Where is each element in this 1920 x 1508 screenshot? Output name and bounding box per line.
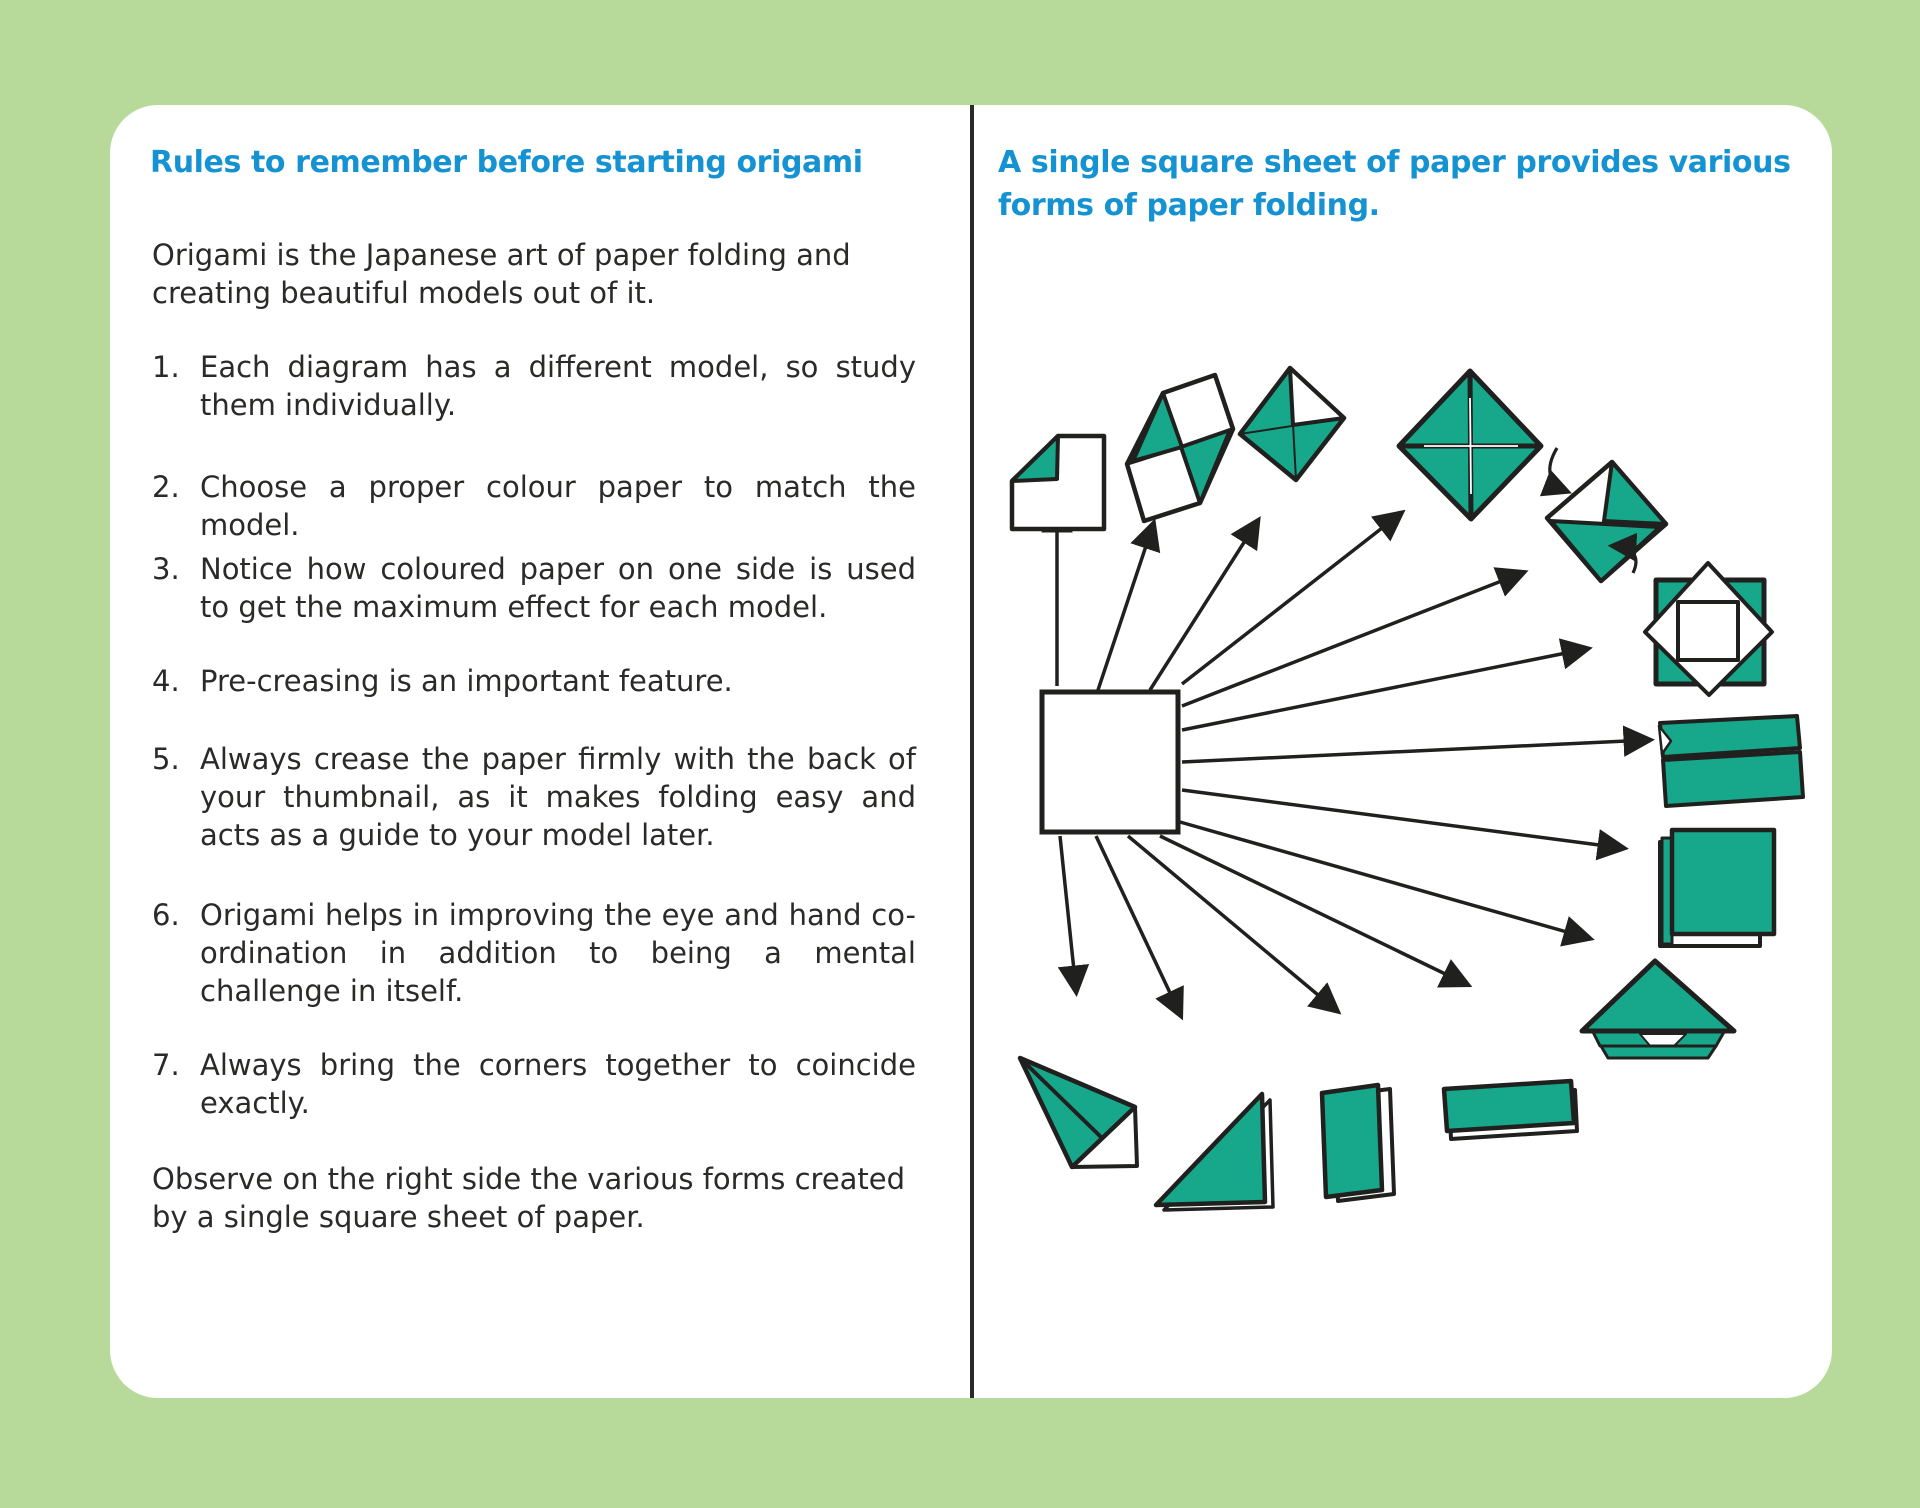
right-page-title-line2: forms of paper folding. xyxy=(998,188,1380,223)
arrow-to-book-fold-rect xyxy=(1128,836,1336,1010)
arrow-to-blintz-complete xyxy=(1182,514,1400,684)
shape-diagonal-fold-triangle xyxy=(1156,1094,1273,1210)
rule-text: Choose a proper colour paper to match the model. xyxy=(200,470,916,542)
shape-kite-base xyxy=(1020,1058,1137,1167)
rule-number: 5. xyxy=(152,742,180,776)
intro-paragraph: Origami is the Japanese art of paper folding and creating beautiful models out of it. xyxy=(152,238,851,310)
shape-half-fold-rectangle xyxy=(1444,1081,1577,1139)
rule-text: Each diagram has a different model, so study them individually. xyxy=(200,350,916,422)
shape-waterbomb-base xyxy=(1582,961,1734,1058)
rule-item-6 xyxy=(152,896,916,1010)
page-card xyxy=(110,105,1832,1398)
arrow-to-blintz-progress xyxy=(1150,522,1257,690)
rule-item-2 xyxy=(152,468,916,544)
shape-blintz-complete xyxy=(1399,371,1541,519)
closing-paragraph: Observe on the right side the various forms created by a single square sheet of paper. xyxy=(152,1162,906,1234)
rule-item-4 xyxy=(152,662,916,700)
rule-text: Always crease the paper firmly with the back of your thumbnail, as it makes folding easy and acts as a guide to your model later. xyxy=(200,742,916,852)
shape-two-corners-folded xyxy=(1127,375,1233,521)
rule-number: 6. xyxy=(152,898,180,932)
rule-text: Pre-creasing is an important feature. xyxy=(200,664,733,698)
shape-corner-fold xyxy=(1012,436,1104,529)
rule-item-7 xyxy=(152,1046,916,1122)
shape-book-folded-square xyxy=(1660,830,1774,946)
unfold-arrow-top xyxy=(1550,448,1566,491)
rule-number: 7. xyxy=(152,1048,180,1082)
arrow-to-waterbomb-base xyxy=(1180,822,1588,938)
rule-text: Always bring the corners together to coincide exactly. xyxy=(200,1048,916,1120)
rule-number: 3. xyxy=(152,552,180,586)
right-page-title-line1: A single square sheet of paper provides various xyxy=(998,145,1791,180)
rule-number: 2. xyxy=(152,470,180,504)
rule-item-3 xyxy=(152,550,916,626)
shape-book-fold-rectangle xyxy=(1322,1085,1394,1201)
rule-number: 4. xyxy=(152,664,180,698)
arrow-to-blintz-unfolding xyxy=(1182,573,1522,706)
arrow-to-two-corner-fold xyxy=(1098,525,1153,690)
rule-item-5 xyxy=(152,740,916,854)
rule-item-1 xyxy=(152,348,916,424)
origami-forms-diagram xyxy=(972,105,1832,1398)
rule-number: 1. xyxy=(152,350,180,384)
arrow-to-star-box xyxy=(1182,649,1586,730)
left-page-title: Rules to remember before starting origami xyxy=(150,145,863,180)
rule-text: Notice how coloured paper on one side is used to get the maximum effect for each model. xyxy=(200,552,916,624)
shape-star-box xyxy=(1645,563,1772,695)
shape-blintz-in-progress xyxy=(1240,368,1344,480)
rule-text: Origami helps in improving the eye and hand co-ordination in addition to being a mental challenge in itself. xyxy=(200,898,916,1008)
arrow-to-diagonal-triangle xyxy=(1096,836,1180,1014)
center-square-sheet xyxy=(1042,692,1178,832)
shape-cupboard-fold xyxy=(1659,716,1803,806)
arrow-to-cupboard-fold xyxy=(1182,740,1648,762)
arrow-to-book-square xyxy=(1182,790,1622,848)
shape-blintz-unfolding xyxy=(1547,448,1666,581)
arrow-to-kite-base xyxy=(1060,836,1076,990)
